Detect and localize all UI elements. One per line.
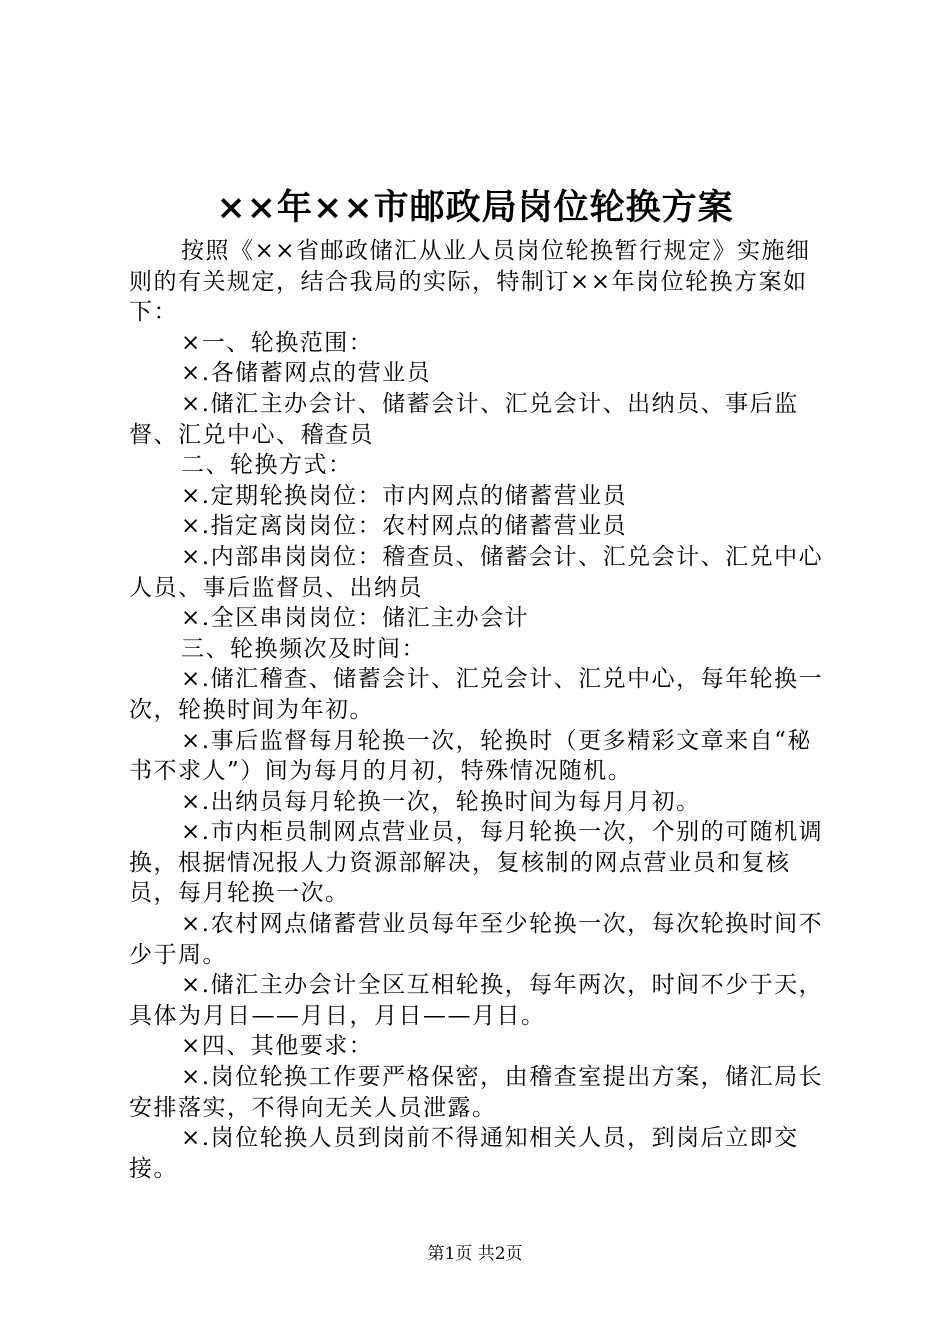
page-footer: 第1页 共2页 (427, 1244, 523, 1264)
section-heading-method: 二、轮换方式： (181, 452, 353, 479)
section-heading-scope: ×一、轮换范围： (181, 329, 374, 356)
list-item: ×.储汇主办会计全区互相轮换，每年两次，时间不少于天，具体为月日——月日，月日——月日。 (129, 972, 824, 1029)
list-item: ×.各储蓄网点的营业员 (181, 360, 432, 387)
section-heading-frequency: 三、轮换频次及时间： (181, 635, 426, 662)
list-item: ×.市内柜员制网点营业员，每月轮换一次，个别的可随机调换，根据情况报人力资源部解决，复核制的网点营业员和复核员，每月轮换一次。 (129, 819, 824, 907)
document-title: ××年××市邮政局岗位轮换方案 (216, 187, 734, 228)
list-item: ×.岗位轮换人员到岗前不得通知相关人员，到岗后立即交接。 (129, 1125, 799, 1182)
document-body (129, 236, 832, 1184)
list-item: ×.岗位轮换工作要严格保密，由稽查室提出方案，储汇局长安排落实，不得向无关人员泄露。 (129, 1064, 824, 1121)
section-heading-other: ×四、其他要求： (181, 1033, 374, 1060)
list-item: ×.定期轮换岗位：市内网点的储蓄营业员 (181, 482, 628, 509)
list-item: ×.内部串岗岗位：稽查员、储蓄会计、汇兑会计、汇兑中心人员、事后监督员、出纳员 (129, 543, 824, 601)
list-item: ×.指定离岗岗位：农村网点的储蓄营业员 (181, 513, 628, 540)
list-item: ×.储汇主办会计、储蓄会计、汇兑会计、出纳员、事后监督、汇兑中心、稽查员 (129, 390, 799, 448)
list-item: ×.储汇稽查、储蓄会计、汇兑会计、汇兑中心，每年轮换一次，轮换时间为年初。 (129, 666, 824, 723)
list-item: ×.事后监督每月轮换一次，轮换时（更多精彩文章来自“秘书不求人”）间为每月的月初，特殊情况随机。 (129, 727, 812, 785)
list-item: ×.全区串岗岗位：储汇主办会计 (181, 605, 530, 632)
list-item: ×.农村网点储蓄营业员每年至少轮换一次，每次轮换时间不少于周。 (129, 911, 824, 968)
list-item: ×.出纳员每月轮换一次，轮换时间为每月月初。 (181, 788, 701, 815)
paragraph-intro: 按照《××省邮政储汇从业人员岗位轮换暂行规定》实施细则的有关规定，结合我局的实际，特制订××年岗位轮换方案如下： (129, 238, 811, 326)
